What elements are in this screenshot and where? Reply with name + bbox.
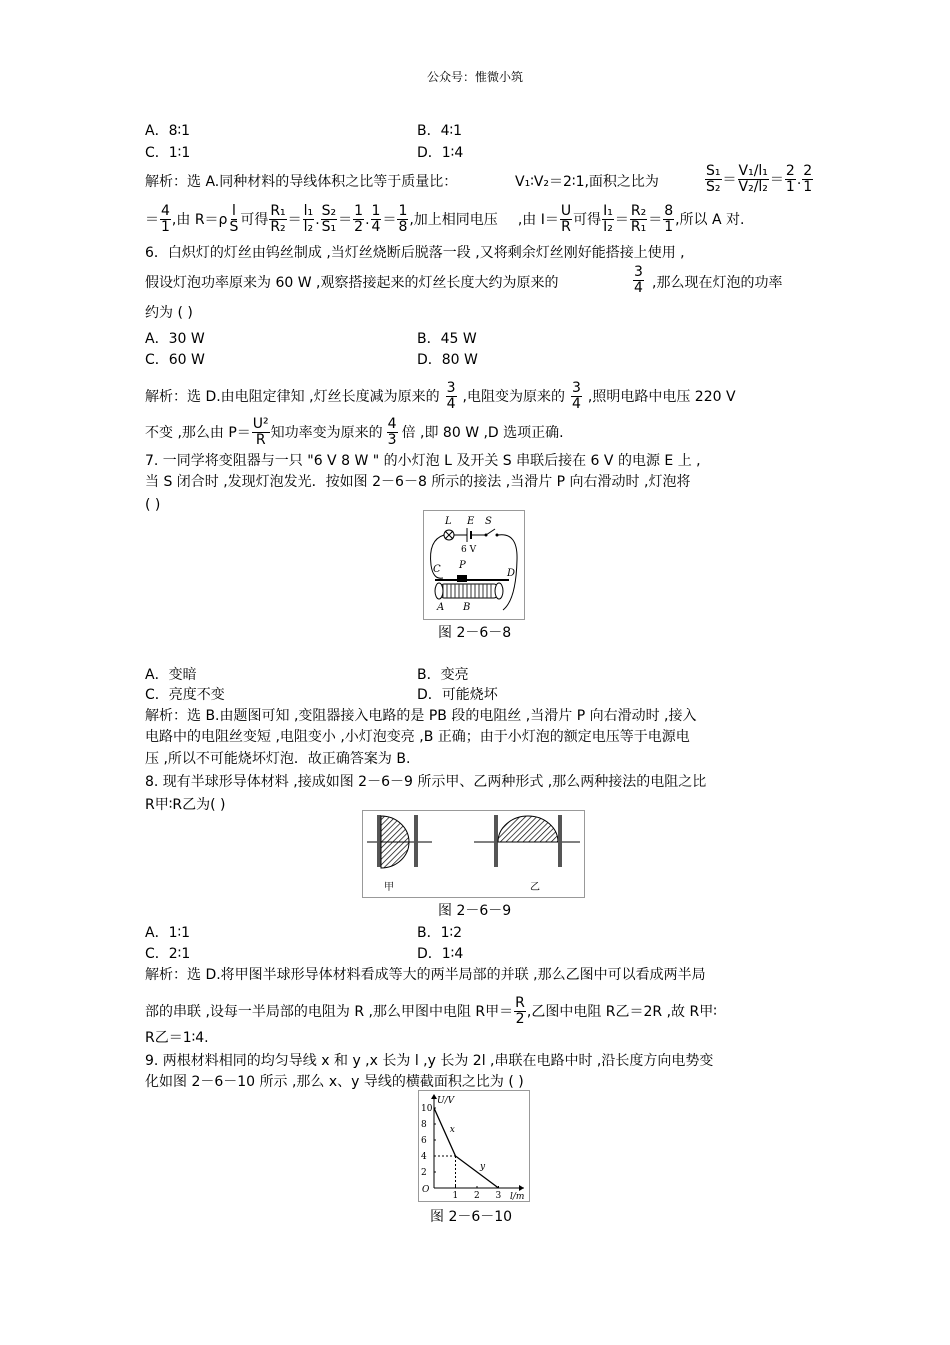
q7-option-a: A．变暗: [145, 667, 197, 683]
q7-option-c: C．亮度不变: [145, 687, 225, 703]
q7-stem-line2: 当 S 闭合时 ,发现灯泡发光．按如图 2－6－8 所示的接法 ,当滑片 P 向右滑动时 ,灯泡将: [145, 474, 691, 490]
figure-caption-2-6-10: 图 2－6－10: [430, 1209, 513, 1225]
series-label-x: x: [449, 1125, 455, 1135]
q5-option-b: B．4∶1: [417, 123, 463, 139]
label-yi: 乙: [530, 882, 540, 893]
q8-solution-line1: 解析：选 D.将甲图半球形导体材料看成等大的两半局部的并联 ,那么乙图中可以看成两半局: [145, 967, 706, 983]
q6-stem-line1: 6．白炽灯的灯丝由钨丝制成 ,当灯丝烧断后脱落一段 ,又将剩余灯丝刚好能搭接上使用 ,: [145, 245, 685, 261]
origin-label: O: [422, 1185, 430, 1195]
q7-solution-line3: 压 ,所以不可能烧坏灯泡．故正确答案为 B.: [145, 751, 411, 767]
fig-label-E: E: [467, 516, 475, 527]
fig-label-C: C: [433, 564, 441, 575]
q9-stem-line1: 9. 两根材料相同的均匀导线 x 和 y ,x 长为 l ,y 长为 2l ,串联在电路中时 ,沿长度方向电势变: [145, 1053, 714, 1069]
q8-option-b: B．1∶2: [417, 925, 463, 941]
q6-stem-line2: 假设灯泡功率原来为 60 W ,观察搭接起来的灯丝长度大约为原来的: [145, 275, 559, 291]
q8-option-c: C．2∶1: [145, 946, 191, 962]
yi-right-plate: [558, 815, 562, 867]
page-header: 公众号：惟微小筑: [426, 70, 523, 84]
q8-option-d: D．1∶4: [417, 946, 464, 962]
figure-2-6-9-hemispheres: [362, 810, 585, 898]
q7-solution-line2: 电路中的电阻丝变短 ,电阻变小 ,小灯泡变亮 ,B 正确；由于小灯泡的额定电压等于电源电: [145, 729, 690, 745]
q8-option-a: A．1∶1: [145, 925, 191, 941]
q6-option-b: B．45 W: [417, 331, 477, 347]
x-tick-label: 3: [495, 1191, 502, 1201]
y-tick-label: 4: [421, 1152, 427, 1162]
q6-fraction-3-4: $\frac{3}{4}$: [634, 264, 643, 296]
fig-label-S: S: [485, 516, 492, 527]
q8-stem-line1: 8. 现有半球形导体材料 ,接成如图 2－6－9 所示甲、乙两种形式 ,那么两种接法的电阻之比: [145, 774, 707, 790]
q8-stem-line2: R甲∶R乙为( ): [145, 797, 226, 813]
yi-left-plate: [494, 815, 498, 867]
q6-stem-line2-end: ,那么现在灯泡的功率: [652, 275, 783, 291]
jia-left-plate: [377, 815, 381, 867]
series-label-y: y: [480, 1162, 486, 1172]
q5-solution-line1: 解析：选 A.同种材料的导线体积之比等于质量比：: [145, 174, 458, 190]
fig-label-P: P: [459, 560, 466, 571]
y-axis-label: U/V: [437, 1096, 455, 1106]
q5-area-ratio-formula: $\frac{\text{S₁}}{\text{S₂}}$ ＝ $\frac{\text{V₁/l₁}}{\text{V₂/l₂}}$ ＝ $\frac{2}{1}$ . $\frac{2}{1}$: [706, 163, 813, 195]
figure-caption-2-6-8: 图 2－6－8: [438, 625, 512, 641]
q7-stem-line1: 7. 一同学将变阻器与一只 "6 V 8 W " 的小灯泡 L 及开关 S 串联后接在 6 V 的电源 E 上 ,: [145, 453, 701, 469]
q7-solution-line1: 解析：选 B.由题图可知 ,变阻器接入电路的是 PB 段的电阻丝 ,当滑片 P 向右滑动时 ,接入: [145, 708, 697, 724]
x-tick-label: 2: [474, 1191, 480, 1201]
fig-label-L: L: [445, 516, 452, 527]
jia-right-plate: [414, 815, 418, 867]
figure-2-6-10-chart: [418, 1090, 530, 1202]
label-jia: 甲: [384, 882, 394, 893]
x-tick-label: 1: [452, 1191, 459, 1201]
q7-stem-line3: ( ): [145, 497, 161, 513]
q6-stem-line3: 约为 ( ): [145, 305, 193, 321]
q5-option-c: C．1∶1: [145, 145, 191, 161]
figure-caption-2-6-9: 图 2－6－9: [438, 903, 512, 919]
fig-label-A: A: [437, 602, 445, 613]
q5-solution-line2: ＝ $\frac{4}{1}$ ,由 R＝ρ $\frac{l}{S}$ 可得 $\frac{\text{R₁}}{\text{R₂}}$ ＝ $\frac{\text{l₁}}{\text{l₂}}$ . $\frac{\text{S₂}}{\text{S₁}}$ ＝ $\frac{1}{2}$ . $\frac{1}{4}$ ＝ $\frac{1}{8}$ ,加上相同电压 ,由 I＝ $\frac{U}{R}$ 可得 $\frac{\text{I₁}}{\text{I₂}}$ ＝ $\frac{\text{R₂}}{\text{R₁}}$ ＝ $\frac{8}{1}$ ,所以 A 对.: [145, 203, 745, 235]
q5-solution-ratio: V₁∶V₂＝2∶1,面积之比为: [515, 174, 659, 190]
q8-solution-line3: R乙＝1∶4.: [145, 1030, 209, 1046]
x-axis-label: l/m: [510, 1192, 525, 1202]
q6-option-d: D．80 W: [417, 352, 478, 368]
y-tick-label: 10: [421, 1104, 433, 1114]
fig-label-D: D: [507, 568, 516, 579]
slider-P: [457, 575, 467, 582]
y-tick-label: 6: [421, 1136, 427, 1146]
q8-solution-line2: 部的串联 ,设每一半局部的电阻为 R ,那么甲图中电阻 R甲＝ $\frac{R}{2}$ ,乙图中电阻 R乙＝2R ,故 R甲∶: [145, 995, 717, 1027]
figure-2-6-8-circuit: [423, 510, 525, 620]
y-tick-label: 8: [421, 1120, 427, 1130]
q9-stem-line2: 化如图 2－6－10 所示 ,那么 x、y 导线的横截面积之比为 ( ): [145, 1074, 524, 1090]
q6-option-a: A．30 W: [145, 331, 205, 347]
q5-option-d: D．1∶4: [417, 145, 464, 161]
q6-option-c: C．60 W: [145, 352, 205, 368]
q6-solution-line1: 解析：选 D.由电阻定律知 ,灯丝长度减为原来的 $\frac{3}{4}$ ,电阻变为原来的 $\frac{3}{4}$ ,照明电路中电压 220 V: [145, 380, 736, 412]
fig-label-6v: 6 V: [461, 545, 477, 555]
q7-option-d: D．可能烧坏: [417, 687, 498, 703]
y-tick-label: 2: [421, 1168, 427, 1178]
rheostat-coil: [441, 584, 497, 598]
q7-option-b: B．变亮: [417, 667, 469, 683]
fig-label-B: B: [463, 602, 471, 613]
q6-solution-line2: 不变 ,那么由 P＝ $\frac{\text{U²}}{R}$ 知功率变为原来的 $\frac{4}{3}$ 倍 ,即 80 W ,D 选项正确.: [145, 416, 564, 448]
q5-option-a: A．8∶1: [145, 123, 191, 139]
